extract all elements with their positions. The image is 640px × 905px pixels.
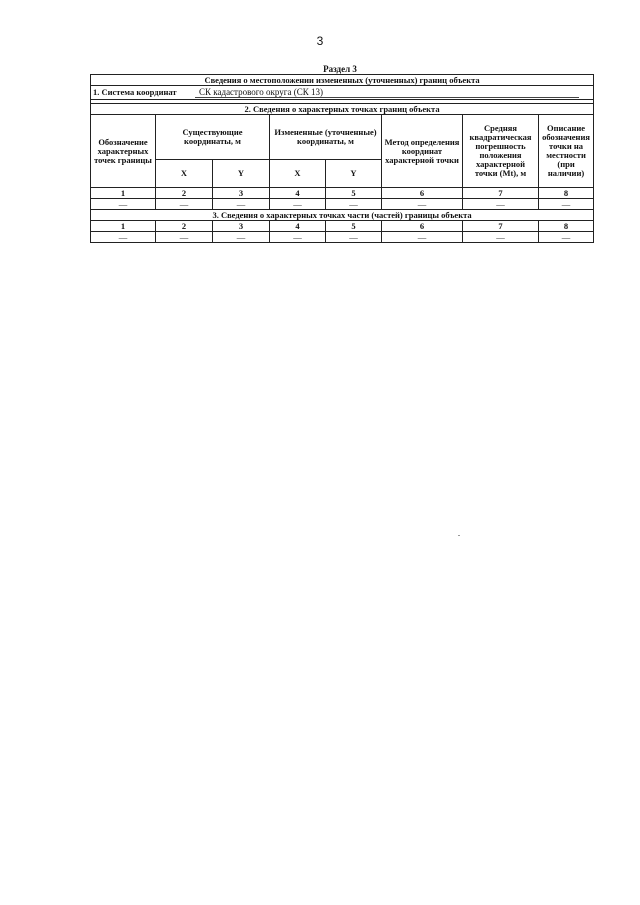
page-number: 3 — [316, 34, 324, 48]
col-number: 1 — [91, 188, 156, 199]
col-number: 4 — [270, 188, 326, 199]
header-point-designation: Обозначение характерных точек границы — [91, 115, 156, 188]
part2-title: 2. Сведения о характерных точках границ объекта — [91, 104, 594, 115]
dash-cell: — — [539, 199, 594, 210]
dash-cell: — — [270, 199, 326, 210]
col-number: 3 — [213, 221, 270, 232]
header-changed-coords: Измененные (уточненные) координаты, м — [270, 115, 382, 160]
header-existing-coords: Существующие координаты, м — [156, 115, 270, 160]
dash-cell: — — [463, 199, 539, 210]
dash-cell: — — [213, 199, 270, 210]
col-number: 4 — [270, 221, 326, 232]
col-number: 6 — [382, 188, 463, 199]
column-number-row — [91, 188, 594, 199]
col-number: 2 — [156, 221, 213, 232]
column-number-row — [91, 221, 594, 232]
table-row — [91, 232, 594, 243]
col-number: 2 — [156, 188, 213, 199]
table-title: Сведения о местоположении измененных (уточненных) границ объекта — [91, 75, 594, 86]
header-changed-y: Y — [326, 160, 382, 188]
dash-cell: — — [382, 232, 463, 243]
col-number: 1 — [91, 221, 156, 232]
scan-speck — [458, 535, 460, 536]
dash-cell: — — [382, 199, 463, 210]
dash-cell: — — [91, 199, 156, 210]
part3-title: 3. Сведения о характерных точках части (частей) границы объекта — [91, 210, 594, 221]
coord-system-row — [91, 86, 594, 100]
header-accuracy: Средняя квадратическая погрешность положения характерной точки (Mt), м — [463, 115, 539, 188]
dash-cell: — — [326, 232, 382, 243]
dash-cell: — — [270, 232, 326, 243]
dash-cell: — — [156, 232, 213, 243]
dash-cell: — — [91, 232, 156, 243]
header-existing-y: Y — [213, 160, 270, 188]
dash-cell: — — [213, 232, 270, 243]
section-title: Раздел 3 — [323, 64, 357, 74]
header-existing-x: X — [156, 160, 213, 188]
col-number: 6 — [382, 221, 463, 232]
header-changed-x: X — [270, 160, 326, 188]
coord-system-label: 1. Система координат — [93, 86, 177, 97]
table-row — [91, 199, 594, 210]
header-description: Описание обозначения точки на местности (при наличии) — [539, 115, 594, 188]
col-number: 7 — [463, 221, 539, 232]
col-number: 3 — [213, 188, 270, 199]
col-number: 8 — [539, 188, 594, 199]
col-number: 5 — [326, 221, 382, 232]
col-number: 8 — [539, 221, 594, 232]
coord-system-value: СК кадастрового округа (СК 13) — [195, 88, 579, 98]
dash-cell: — — [463, 232, 539, 243]
dash-cell: — — [539, 232, 594, 243]
col-number: 5 — [326, 188, 382, 199]
boundary-table — [90, 74, 594, 243]
dash-cell: — — [326, 199, 382, 210]
col-number: 7 — [463, 188, 539, 199]
dash-cell: — — [156, 199, 213, 210]
header-method: Метод определения координат характерной точки — [382, 115, 463, 188]
